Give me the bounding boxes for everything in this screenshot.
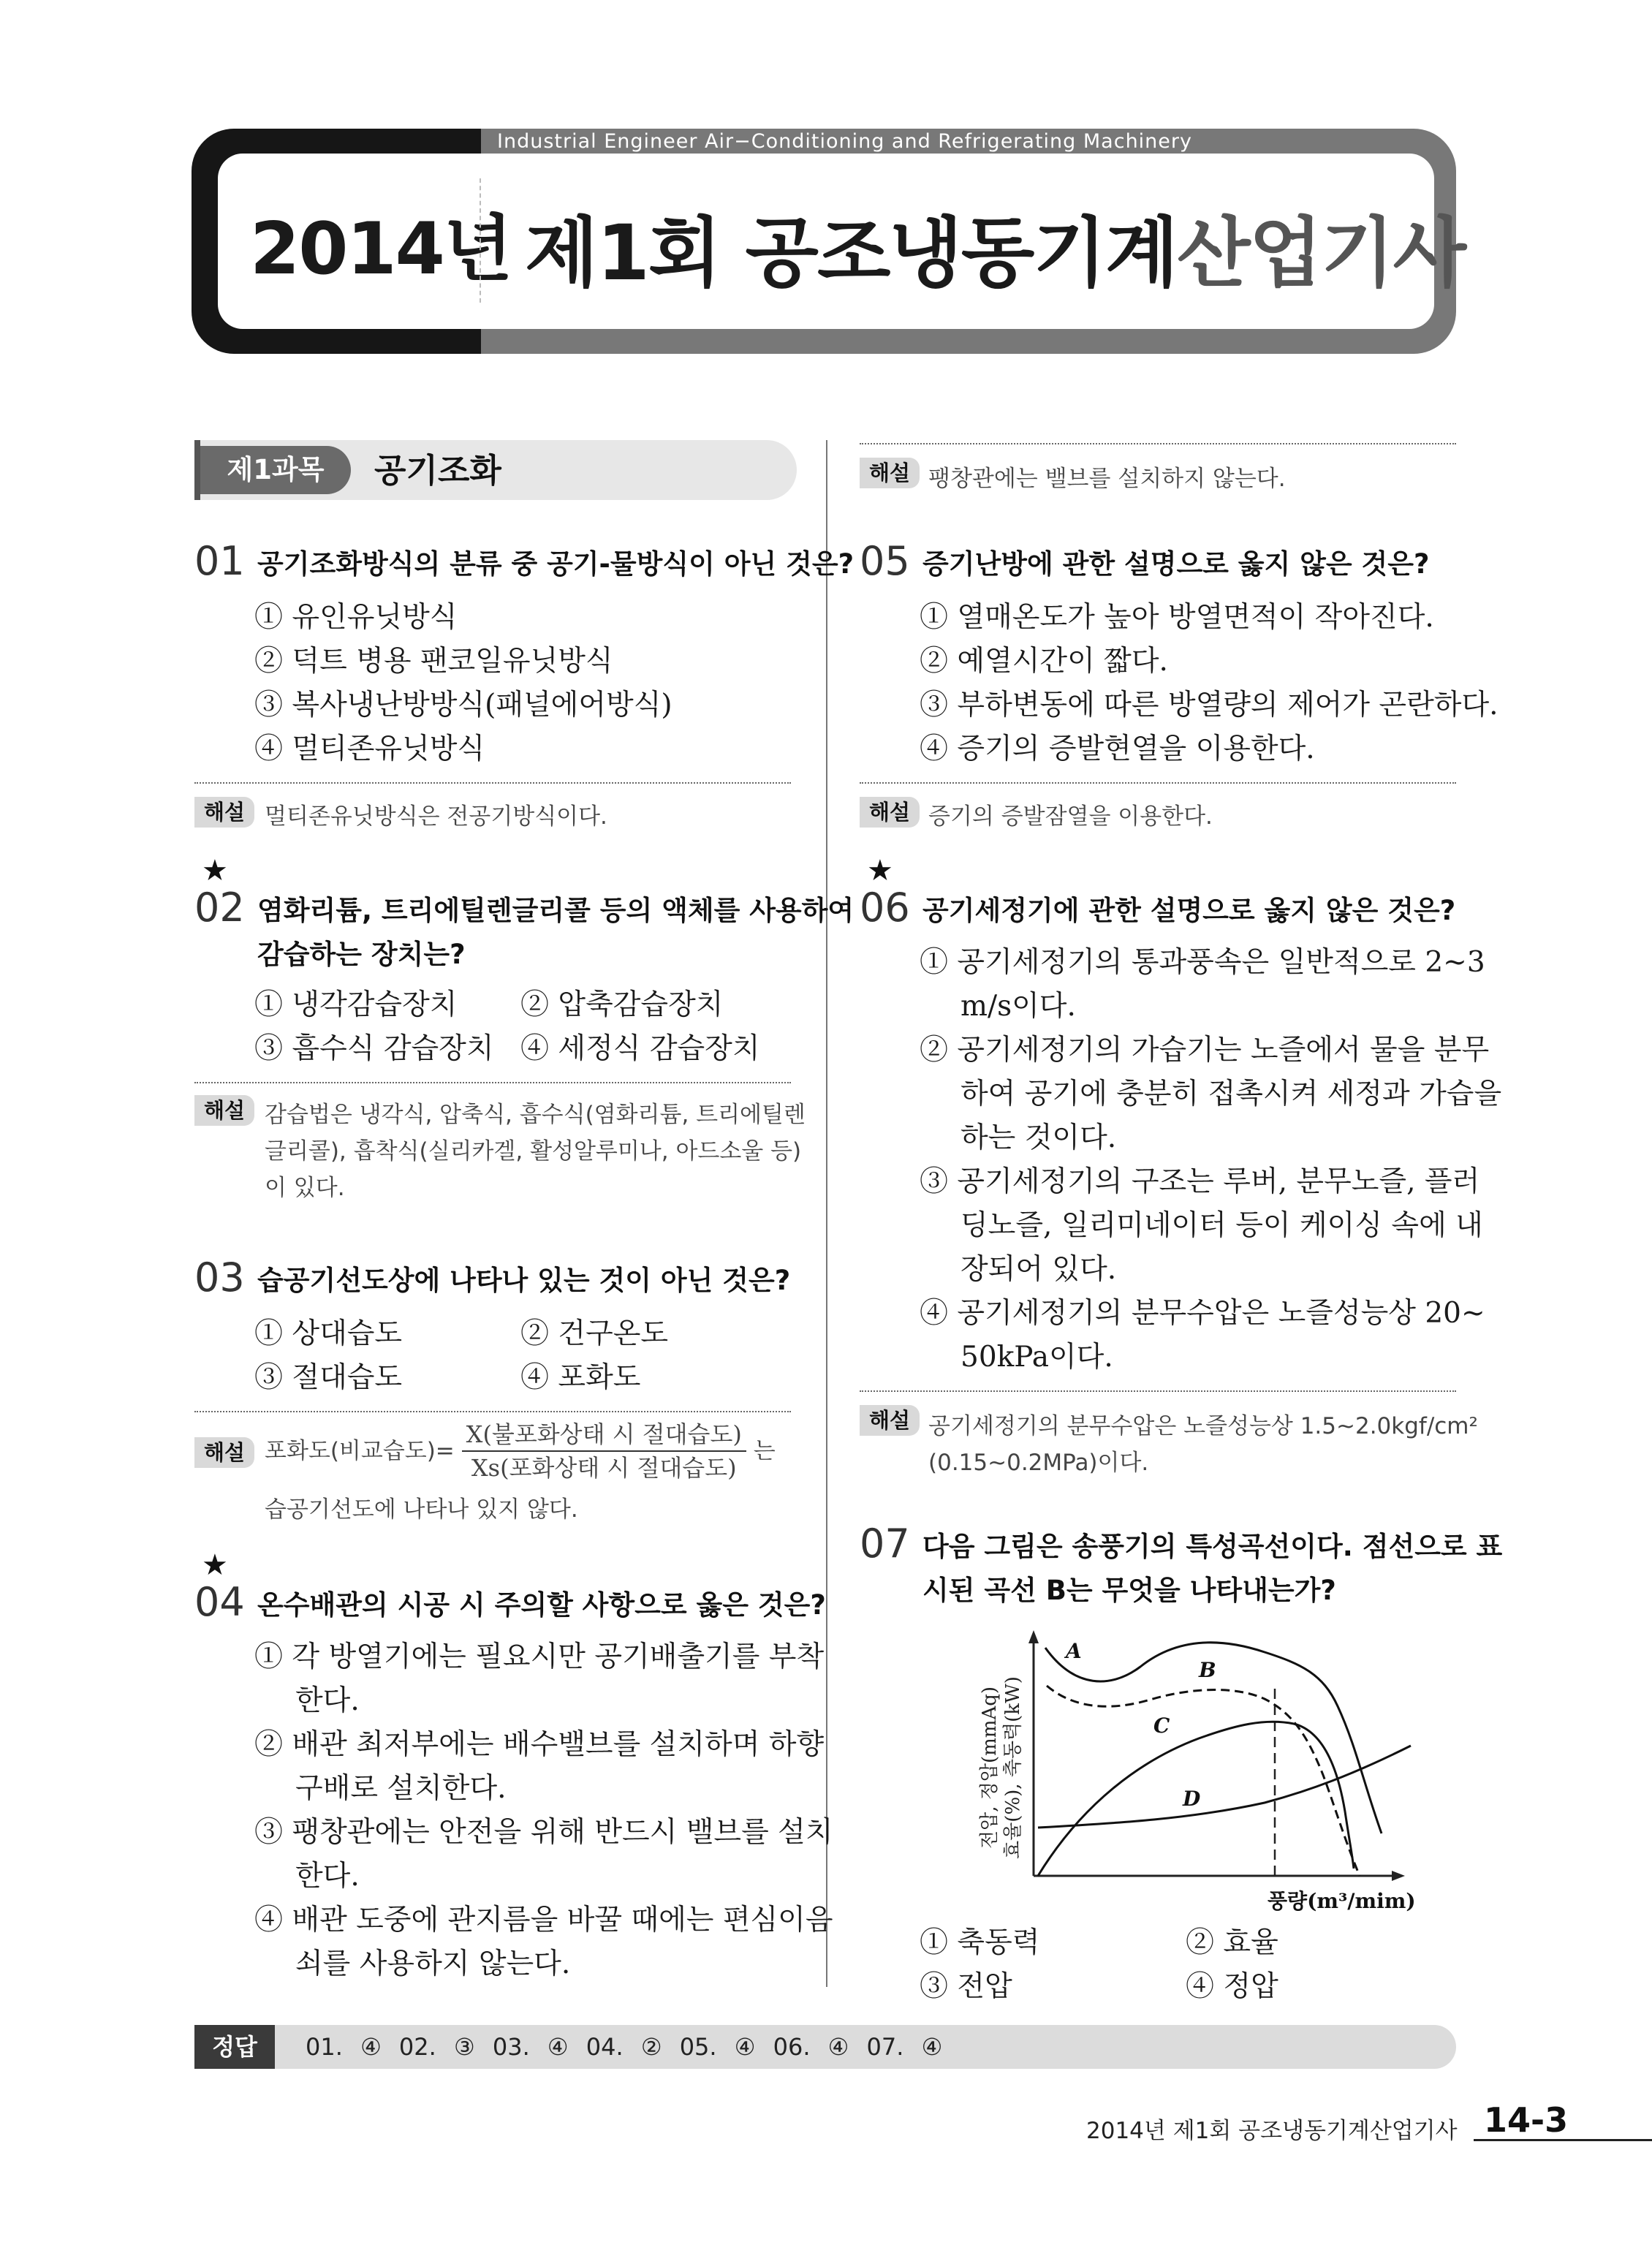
question-number: 05 — [860, 538, 910, 584]
star-icon: ★ — [202, 1548, 228, 1582]
explanation-text: 증기의 증발잠열을 이용한다. — [928, 803, 1213, 830]
page-number: 14-3 — [1484, 2100, 1569, 2140]
star-icon: ★ — [202, 854, 228, 887]
question-number: 07 — [860, 1521, 910, 1567]
option-1-cont: 한다. — [295, 1684, 360, 1717]
question-text: 습공기선도상에 나타나 있는 것이 아닌 것은? — [257, 1265, 791, 1296]
option-2: ② 배관 최저부에는 배수밸브를 설치하며 하향 — [254, 1728, 825, 1761]
explanation-tag: 해설 — [860, 1405, 920, 1436]
explanation-text: 습공기선도에 나타나 있지 않다. — [265, 1496, 578, 1523]
question-number: 03 — [194, 1254, 245, 1301]
question-text: 증기난방에 관한 설명으로 옳지 않은 것은? — [922, 548, 1430, 580]
explanation-tag: 해설 — [194, 1437, 254, 1468]
divider — [194, 782, 791, 784]
option-3: ③ 흡수식 감습장치 — [254, 1032, 494, 1065]
question-text: 온수배관의 시공 시 주의할 사항으로 옳은 것은? — [257, 1589, 826, 1621]
option-1: ① 공기세정기의 통과풍속은 일반적으로 2~3 — [920, 946, 1485, 979]
footer-title: 2014년 제1회 공조냉동기계산업기사 — [1086, 2118, 1458, 2144]
exam-year: 2014년 — [250, 208, 512, 291]
option-3-cont: 한다. — [295, 1860, 360, 1893]
explanation-text: 공기세정기의 분무수압은 노즐성능상 1.5~2.0kgf/cm² — [928, 1413, 1478, 1439]
option-4-cont: 50kPa이다. — [960, 1341, 1113, 1374]
formula-fraction — [462, 1418, 746, 1484]
question-number: 01 — [194, 538, 245, 584]
question-text: 다음 그림은 송풍기의 특성곡선이다. 점선으로 표 — [922, 1531, 1503, 1562]
option-2: ② 압축감습장치 — [520, 988, 724, 1021]
option-3: ③ 복사냉난방방식(패널에어방식) — [254, 689, 672, 722]
subject-name: 공기조화 — [374, 451, 501, 490]
answer-list: 01. ④ 02. ③ 03. ④ 04. ② 05. ④ 06. ④ 07. ④ — [306, 2033, 943, 2061]
question-number: 06 — [860, 885, 910, 931]
option-4: ④ 정압 — [1186, 1970, 1278, 2003]
explanation-text: 이 있다. — [265, 1175, 345, 1201]
exam-title-main: 제1회 공조냉동기계 — [525, 208, 1178, 298]
y-axis-label-2: 효율(%), 축동력(kW) — [1002, 1676, 1024, 1859]
y-axis-arrow-icon — [1028, 1630, 1039, 1643]
divider — [860, 443, 1456, 444]
option-2: ② 덕트 병용 팬코일유닛방식 — [254, 645, 613, 678]
question-number: 04 — [194, 1579, 245, 1625]
option-4: ④ 증기의 증발현열을 이용한다. — [920, 732, 1315, 765]
curve-label-d: D — [1183, 1787, 1201, 1811]
option-1: ① 열매온도가 높아 방열면적이 작아진다. — [920, 601, 1434, 634]
option-3: ③ 공기세정기의 구조는 루버, 분무노즐, 플러 — [920, 1165, 1480, 1198]
option-4: ④ 멀티존유닛방식 — [254, 732, 485, 765]
curve-b — [1047, 1686, 1360, 1876]
question-number: 02 — [194, 885, 245, 931]
x-axis-arrow-icon — [1392, 1871, 1405, 1881]
option-3-cont: 장되어 있다. — [960, 1253, 1117, 1286]
option-4: ④ 포화도 — [520, 1361, 641, 1394]
exam-title-tail: 산업기사 — [1177, 208, 1466, 298]
subject-label: 제1과목 — [200, 446, 351, 494]
formula-suffix: 는 — [753, 1438, 776, 1464]
question-text: 감습하는 장치는? — [257, 939, 466, 970]
question-text: 시된 곡선 B는 무엇을 나타내는가? — [922, 1575, 1336, 1606]
formula — [265, 1418, 776, 1484]
fraction-denominator: Xs(포화상태 시 절대습도) — [471, 1454, 737, 1482]
explanation-tag: 해설 — [860, 458, 920, 488]
explanation-tag: 해설 — [194, 1095, 254, 1126]
explanation-text: 팽창관에는 밸브를 설치하지 않는다. — [928, 466, 1286, 492]
divider — [194, 1082, 791, 1083]
option-3: ③ 팽창관에는 안전을 위해 반드시 밸브를 설치 — [254, 1816, 833, 1849]
option-3: ③ 부하변동에 따른 방열량의 제어가 곤란하다. — [920, 689, 1498, 722]
option-4: ④ 공기세정기의 분무수압은 노즐성능상 20~ — [920, 1297, 1485, 1330]
option-4: ④ 세정식 감습장치 — [520, 1032, 760, 1065]
option-2-cont: 하여 공기에 충분히 접촉시켜 세정과 가습을 — [960, 1078, 1502, 1110]
fan-characteristic-figure — [958, 1621, 1455, 1928]
option-1: ① 각 방열기에는 필요시만 공기배출기를 부착 — [254, 1640, 825, 1673]
column-divider — [826, 440, 827, 1987]
option-3-cont: 딩노즐, 일리미네이터 등이 케이싱 속에 내 — [960, 1209, 1483, 1242]
x-axis-label: 풍량(m³/mim) — [1268, 1889, 1416, 1913]
header-divider — [480, 178, 481, 303]
footer-rule — [1474, 2139, 1652, 2141]
question-text: 공기조화방식의 분류 중 공기-물방식이 아닌 것은? — [257, 548, 855, 580]
option-2-cont: 하는 것이다. — [960, 1121, 1117, 1154]
option-1: ① 축동력 — [920, 1926, 1040, 1959]
explanation-text: 멀티존유닛방식은 전공기방식이다. — [265, 803, 607, 830]
divider — [860, 782, 1456, 784]
explanation-tag: 해설 — [194, 797, 254, 828]
option-1: ① 상대습도 — [254, 1317, 403, 1350]
option-2: ② 효율 — [1186, 1926, 1278, 1959]
explanation-tag: 해설 — [860, 797, 920, 828]
question-text: 공기세정기에 관한 설명으로 옳지 않은 것은? — [922, 895, 1456, 926]
fraction-numerator: X(불포화상태 시 절대습도) — [462, 1418, 746, 1452]
star-icon: ★ — [867, 854, 893, 887]
explanation-text: (0.15~0.2MPa)이다. — [928, 1450, 1149, 1476]
explanation-text: 글리콜), 흡착식(실리카겔, 활성알루미나, 아드소울 등) — [265, 1138, 802, 1165]
question-text: 염화리튬, 트리에틸렌글리콜 등의 액체를 사용하여 — [257, 895, 855, 926]
option-3: ③ 전압 — [920, 1970, 1012, 2003]
explanation-text: 감습법은 냉각식, 압축식, 흡수식(염화리튬, 트리에틸렌 — [265, 1102, 806, 1128]
curve-label-a: A — [1066, 1639, 1082, 1663]
option-1-cont: m/s이다. — [960, 990, 1076, 1023]
option-3: ③ 절대습도 — [254, 1361, 403, 1394]
formula-prefix: 포화도(비교습도)= — [265, 1438, 455, 1464]
answer-tag: 정답 — [194, 2025, 275, 2069]
option-1: ① 유인유닛방식 — [254, 601, 458, 634]
y-axis-label-1: 전압, 정압(mmAq) — [979, 1686, 1001, 1850]
exam-title — [525, 192, 1465, 301]
option-2: ② 공기세정기의 가습기는 노즐에서 물을 분무 — [920, 1034, 1490, 1067]
curve-d — [1038, 1746, 1411, 1828]
option-4-cont: 쇠를 사용하지 않는다. — [295, 1947, 571, 1980]
option-2: ② 예열시간이 짧다. — [920, 645, 1168, 678]
divider — [194, 1411, 791, 1412]
header-subtitle: Industrial Engineer Air−Conditioning and Refrigerating Machinery — [497, 130, 1192, 153]
divider — [860, 1390, 1456, 1392]
option-4: ④ 배관 도중에 관지름을 바꿀 때에는 편심이음 — [254, 1904, 833, 1937]
option-2: ② 건구온도 — [520, 1317, 669, 1350]
option-2-cont: 구배로 설치한다. — [295, 1772, 507, 1805]
option-1: ① 냉각감습장치 — [254, 988, 458, 1021]
curve-label-b: B — [1199, 1658, 1216, 1682]
curve-label-c: C — [1153, 1714, 1170, 1738]
